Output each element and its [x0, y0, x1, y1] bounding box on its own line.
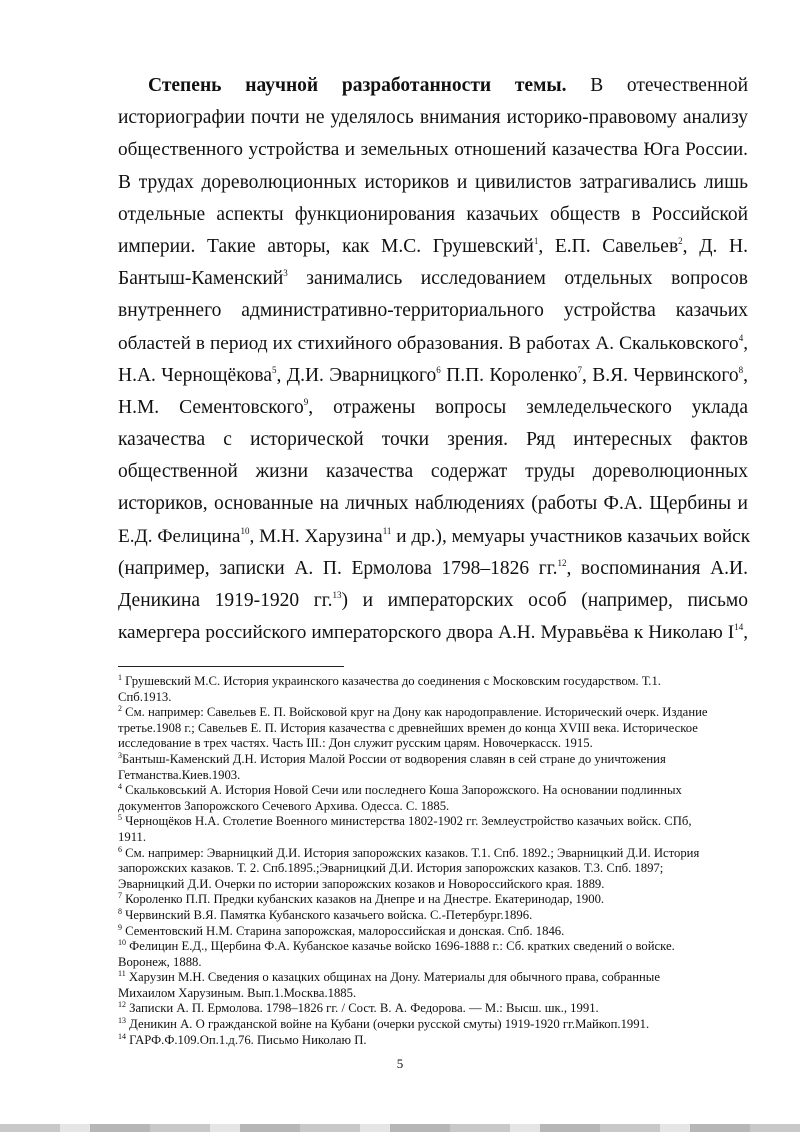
footnote-11-cont: Михаилом Харузиным. Вып.1.Москва.1885. [118, 985, 357, 1000]
footnote-3-cont: Гетманства.Киев.1903. [118, 767, 241, 782]
footnote-1-cont: Спб.1913. [118, 689, 172, 704]
footnote-11: $^{11}$ Харузин М.Н. Сведения о казацких общинах на Дону. Материалы для обычного права, собранные [118, 969, 660, 985]
scan-edge-band [0, 1124, 800, 1132]
footnote-ref: 1 [533, 235, 539, 246]
footnote-ref: 4 [738, 332, 744, 343]
footnote-1: $^1$ Грушевский М.С. История украинского казачества до соединения с Московским государством. Т.1. [118, 673, 661, 688]
footnote-5-cont: 1911. [118, 829, 147, 844]
main-text [118, 70, 751, 649]
footnote-6-cont: запорожских казаков. Т. 2. Спб.1895.;Эварницкий Д.И. История запорожских казаков. Т.3. Спб. 1897; [118, 861, 664, 876]
paragraph-line-18: камергера российского императорского двора А.Н. Муравьёва к Николаю $I^{14}$, [118, 622, 748, 644]
section-heading: Степень научной разработанности темы. [148, 75, 567, 96]
footnote-5: $^5$ Чернощёков Н.А. Столетие Военного министерства 1802-1902 гг. Землеустройство казачьих войск. СПб, [118, 813, 692, 829]
footnote-ref: 12 [557, 557, 567, 568]
paragraph-line-12: казачества с исторической точки зрения. Ряд интересных фактов [118, 429, 748, 451]
paragraph-line-3: общественного устройства и земельных отношений казачества Юга России. [118, 139, 748, 161]
footnote-2: $^2$ См. например: Савельев Е. П. Войсковой круг на Дону как народоправление. Исторический очерк. Издание [118, 704, 708, 720]
footnote-ref: 13 [332, 590, 342, 600]
footnote-7: $^7$ Короленко П.П. Предки кубанских казаков на Днепре и на Днестре. Екатеринодар, 1900. [118, 891, 605, 907]
footnote-10: $^{10}$ Фелицин Е.Д., Щербина Ф.А. Кубанское казачье войско 1696-1888 г.: Сб. кратких сведений о войске. [118, 938, 675, 954]
paragraph-line-6: империи. Такие авторы, как М.С. Грушевский$^1$, Е.П. Савельев$^2$, Д. Н. [118, 235, 748, 257]
paragraph-line-8: внутреннего административно-территориального устройства казачьих [118, 300, 748, 322]
footnote-2-cont: исследование в трех частях. Часть III.: Дон служит русским царям. Новочеркасск. 1915. [118, 736, 593, 751]
footnote-ref: 3 [283, 268, 288, 279]
footnote-10-cont: Воронеж, 1888. [118, 954, 202, 969]
footnotes [118, 674, 748, 1048]
footnote-13: $^{13}$ Деникин А. О гражданской войне на Кубани (очерки русской смуты) 1919-1920 гг.Майкоп.1991. [118, 1016, 650, 1032]
paragraph-line-15: Е.Д. Фелицина$^{10}$, М.Н. Харузина$^{11}$ и др.), мемуары участников казачьих войск [118, 525, 751, 547]
paragraph-line-10: Н.А. Чернощёкова$^5$, Д.И. Эварницкого$^6$ П.П. Короленко$^7$, В.Я. Червинского$^8$, [118, 364, 749, 386]
footnote-ref: 14 [734, 622, 744, 633]
footnote-4-cont: документов Запорожского Сечевого Архива. Одесса. С. 1885. [118, 798, 450, 813]
footnote-6: $^6$ См. например: Эварницкий Д.И. История запорожских казаков. Т.1. Спб. 1892.; Эварницкий Д.И. История [118, 844, 700, 860]
footnote-14: $^{14}$ ГАРФ.Ф.109.Оп.1.д.76. Письмо Николаю П. [118, 1031, 367, 1047]
paragraph-line-2: историографии почти не уделялось внимания историко-правовому анализу [118, 107, 748, 129]
paragraph-line-13: общественной жизни казачества содержат труды дореволюционных [118, 461, 748, 483]
footnote-4: $^4$ Скальковський А. История Новой Сечи или последнего Коша Запорожского. На основании подлинных [118, 782, 682, 798]
footnote-ref: 2 [678, 235, 683, 246]
footnote-ref: 10 [240, 525, 250, 536]
footnote-separator [118, 666, 344, 667]
paragraph-line-11: Н.М. Сементовского$^9$, отражены вопросы земледельческого уклада [118, 396, 748, 418]
footnote-8: $^8$ Червинский В.Я. Памятка Кубанского казачьего войска. С.-Петербург.1896. [118, 906, 533, 922]
footnote-ref: 7 [577, 364, 582, 375]
footnote-2-cont: третье.1908 г.; Савельев Е. П. История казачества с древнейших времен до конца XVIII века. Историческое [118, 720, 698, 735]
paragraph-line-4: В трудах дореволюционных историков и цивилистов затрагивались лишь [118, 171, 748, 193]
paragraph-line-16: (например, записки А. П. Ермолова 1798–1826 гг.$^{12}$, воспоминания А.И. [118, 557, 748, 579]
footnote-ref: 9 [303, 396, 309, 407]
footnote-3: $^3$Бантыш-Каменский Д.Н. История Малой России от водворения славян в сей стране до уничтожения [118, 750, 666, 766]
paragraph-line-14: историков, основанные на личных наблюдениях (работы Ф.А. Щербины и [118, 493, 748, 515]
paragraph-line-9: областей в период их стихийного образования. В работах А. Скальковского$^4$, [118, 332, 748, 354]
footnote-ref: 11 [382, 525, 392, 536]
footnote-6-cont: Эварницкий Д.И. Очерки по истории запорожских козаков и Новороссийского края. 1889. [118, 876, 605, 891]
footnote-ref: 5 [272, 364, 277, 375]
paragraph-line-5: отдельные аспекты функционирования казачьих обществ в Российской [118, 203, 748, 225]
page-number: 5 [396, 1056, 404, 1071]
paragraph-line-7: Бантыш-Каменский$^3$ занимались исследованием отдельных вопросов [118, 268, 748, 290]
footnote-ref: 6 [436, 364, 441, 375]
footnote-ref: 8 [738, 364, 744, 375]
footnote-12: $^{12}$ Записки А. П. Ермолова. 1798–1826 гг. / Сост. В. А. Федорова. — М.: Высш. шк., 1991. [118, 1000, 599, 1016]
paragraph-line-1: Степень научной разработанности темы. В отечественной [148, 75, 749, 96]
footnote-9: $^9$ Сементовский Н.М. Старина запорожская, малороссийская и донская. Спб. 1846. [118, 922, 565, 938]
paragraph-line-17: Деникина 1919-1920 гг.$^{13}$) и императорских особ (например, письмо [118, 590, 749, 611]
